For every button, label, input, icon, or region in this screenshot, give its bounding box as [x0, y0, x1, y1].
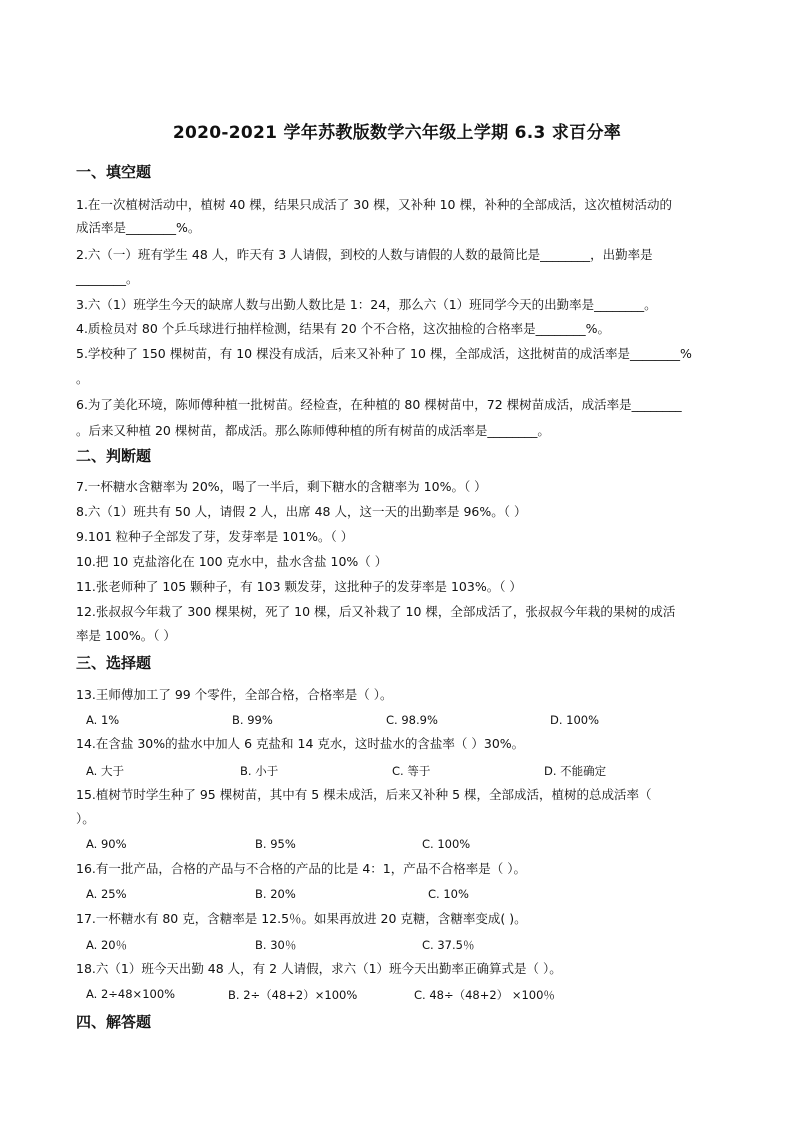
section-heading-word-problems: 四、解答题 — [76, 1013, 152, 1031]
option-q13-a: A. 1% — [86, 713, 120, 727]
question-line: 5.学校种了 150 棵树苗，有 10 棵没有成活，后来又补种了 10 棵，全部成活，这批树苗的成活率是________% — [76, 346, 692, 361]
section-heading-true-false: 二、判断题 — [76, 447, 152, 465]
option-q14-b: B. 小于 — [240, 764, 279, 778]
section-heading-multiple-choice: 三、选择题 — [76, 654, 152, 672]
question-line: 13.王师傅加工了 99 个零件，全部合格，合格率是（ ）。 — [76, 687, 393, 702]
option-q14-c: C. 等于 — [392, 764, 431, 778]
page-title: 2020-2021 学年苏教版数学六年级上学期 6.3 求百分率 — [172, 123, 622, 143]
question-line: 14.在含盐 30%的盐水中加人 6 克盐和 14 克水，这时盐水的含盐率（ ）30%。 — [76, 736, 525, 751]
option-q18-c: C. 48÷（48+2） ×100％ — [414, 988, 555, 1002]
option-q17-b: B. 30％ — [255, 938, 297, 952]
option-q17-a: A. 20％ — [86, 938, 128, 952]
question-line: 成活率是________%。 — [76, 220, 201, 235]
option-q13-c: C. 98.9% — [386, 713, 438, 727]
question-line: 4.质检员对 80 个乒乓球进行抽样检测，结果有 20 个不合格，这次抽检的合格率是________%。 — [76, 321, 611, 336]
option-q17-c: C. 37.5％ — [422, 938, 475, 952]
question-line: 11.张老师种了 105 颗种子，有 103 颗发芽，这批种子的发芽率是 103%。（ ） — [76, 579, 522, 594]
question-line: 1.在一次植树活动中，植树 40 棵，结果只成活了 30 棵，又补种 10 棵，补种的全部成活，这次植树活动的 — [76, 197, 672, 212]
option-q16-c: C. 10% — [428, 887, 469, 901]
option-q18-b: B. 2÷（48+2）×100% — [228, 988, 358, 1002]
question-line: 7.一杯糖水含糖率为 20%，喝了一半后，剩下糖水的含糖率为 10%。（ ） — [76, 479, 487, 494]
question-line: 6.为了美化环境，陈师傅种植一批树苗。经检查，在种植的 80 棵树苗中，72 棵树苗成活，成活率是________ — [76, 397, 682, 412]
section-heading-fill-blank: 一、填空题 — [76, 163, 152, 181]
option-q16-b: B. 20% — [255, 887, 296, 901]
option-q13-d: D. 100% — [550, 713, 600, 727]
option-q15-b: B. 95% — [255, 837, 296, 851]
question-line: 15.植树节时学生种了 95 棵树苗，其中有 5 棵未成活，后来又补种 5 棵，全部成活，植树的总成活率（ — [76, 787, 652, 802]
question-line: 12.张叔叔今年栽了 300 棵果树，死了 10 棵，后又补栽了 10 棵，全部成活了，张叔叔今年栽的果树的成活 — [76, 604, 676, 619]
question-line: 17.一杯糖水有 80 克，含糖率是 12.5％。如果再放进 20 克糖，含糖率变成( )。 — [76, 911, 527, 926]
question-line: 3.六（1）班学生今天的缺席人数与出勤人数比是 1：24，那么六（1）班同学今天的出勤率是________。 — [76, 297, 657, 312]
option-q16-a: A. 25% — [86, 887, 127, 901]
question-line: 18.六（1）班今天出勤 48 人，有 2 人请假，求六（1）班今天出勤率正确算式是（ ）。 — [76, 961, 562, 976]
question-line: 9.101 粒种子全部发了芽，发芽率是 101%。（ ） — [76, 529, 354, 544]
option-q13-b: B. 99% — [232, 713, 273, 727]
option-q18-a: A. 2÷48×100% — [86, 987, 176, 1001]
question-line: 10.把 10 克盐溶化在 100 克水中，盐水含盐 10%（ ） — [76, 554, 388, 569]
option-q15-c: C. 100% — [422, 837, 471, 851]
option-q14-d: D. 不能确定 — [544, 764, 607, 778]
question-line: 8.六（1）班共有 50 人，请假 2 人，出席 48 人，这一天的出勤率是 96%。（ ） — [76, 504, 527, 519]
option-q15-a: A. 90% — [86, 837, 127, 851]
question-line: 2.六（一）班有学生 48 人，昨天有 3 人请假，到校的人数与请假的人数的最简比是________，出勤率是 — [76, 247, 653, 262]
question-line: 率是 100%。（ ） — [76, 628, 176, 643]
question-line: 。后来又种植 20 棵树苗，都成活。那么陈师傅种植的所有树苗的成活率是________。 — [76, 423, 550, 438]
question-line: 16.有一批产品，合格的产品与不合格的产品的比是 4：1，产品不合格率是（ ）。 — [76, 861, 526, 876]
question-line: ________。 — [76, 271, 139, 286]
question-line: ）。 — [76, 811, 95, 826]
question-line: 。 — [76, 371, 89, 386]
option-q14-a: A. 大于 — [86, 764, 124, 778]
